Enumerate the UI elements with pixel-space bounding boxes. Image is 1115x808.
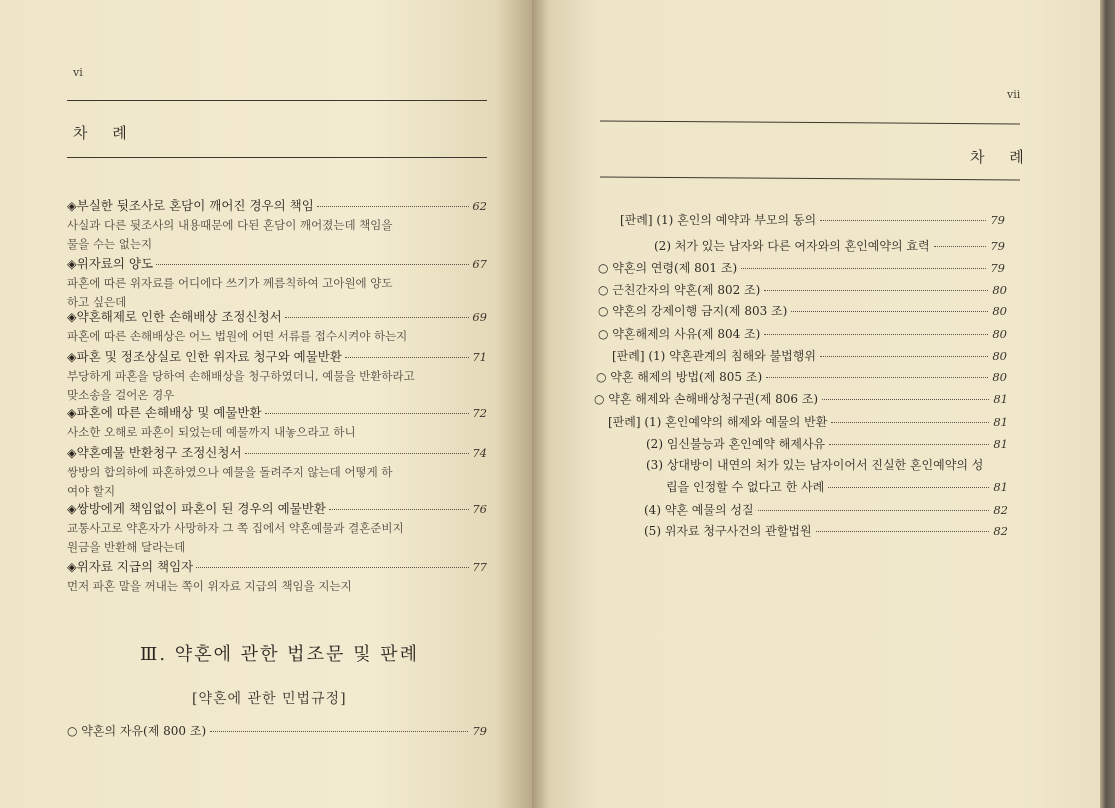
toc-line[interactable] [598, 325, 1007, 342]
page-number: 82 [993, 503, 1008, 517]
toc-line[interactable] [644, 522, 1008, 539]
leader-dots [741, 268, 986, 269]
leader-dots [816, 531, 990, 532]
leader-dots [156, 264, 469, 265]
toc-line[interactable] [644, 501, 1008, 518]
leader-dots [196, 567, 469, 568]
leader-dots [265, 413, 470, 414]
entry-description: 부당하게 파혼을 당하여 손해배상을 청구하였더니, 예물을 반환하라고 맞소송을 걸어온 경우 [67, 369, 415, 402]
line-label: (5) 위자료 청구사건의 관할법원 [644, 524, 812, 538]
leader-dots [791, 311, 988, 312]
toc-heading: 차 례 [970, 148, 1034, 166]
entry-title: ◈쌍방에게 책임없이 파혼이 된 경우의 예물반환 [67, 501, 326, 516]
entry-description: 파혼에 따른 손해배상은 어느 법원에 어떤 서류를 접수시켜야 하는지 [67, 329, 408, 343]
leader-dots [758, 510, 990, 511]
toc-line[interactable] [612, 347, 1007, 364]
entry-title: ◈위자료 지급의 책임자 [67, 559, 194, 574]
toc-entry[interactable] [67, 499, 487, 557]
entry-description: 파혼에 따른 위자료를 어디에다 쓰기가 께름칙하여 고아원에 양도 하고 싶은데 [67, 276, 393, 309]
toc-line[interactable] [620, 211, 1005, 228]
entry-title: ◈파혼 및 정조상실로 인한 위자료 청구와 예물반환 [67, 349, 342, 364]
leader-dots [934, 246, 987, 247]
entry-title: ◈위자료의 양도 [67, 256, 154, 271]
leader-dots [329, 509, 469, 510]
entry-description: 교통사고로 약혼자가 사망하자 그 쪽 집에서 약혼예물과 결혼준비지 원금을 반환해 달라는데 [67, 521, 404, 554]
toc-line[interactable] [646, 435, 1008, 452]
line-label: (2) 처가 있는 남자와 다른 여자와의 혼인예약의 효력 [654, 239, 930, 253]
toc-entry[interactable] [67, 443, 487, 501]
leader-dots [820, 356, 988, 357]
line-label: [판례] (1) 혼인의 예약과 부모의 동의 [620, 213, 817, 227]
toc-line[interactable] [594, 390, 1008, 407]
leader-dots [820, 220, 986, 221]
toc-entry[interactable] [67, 347, 487, 405]
page-number-left: vi [73, 66, 83, 79]
page-number: 69 [472, 310, 487, 324]
leader-dots [210, 731, 468, 732]
toc-line[interactable] [598, 259, 1005, 276]
leader-dots [285, 317, 470, 318]
toc-heading: 차 례 [73, 124, 137, 142]
line-label: (2) 임신불능과 혼인예약 해제사유 [646, 437, 826, 451]
toc-entry[interactable] [67, 307, 487, 346]
toc-line[interactable] [598, 302, 1007, 319]
leader-dots [764, 334, 988, 335]
entry-title: ◈파혼에 따른 손해배상 및 예물반환 [67, 405, 262, 420]
page-number: 80 [992, 304, 1007, 318]
toc-line[interactable] [596, 368, 1007, 385]
entry-title: ◈부실한 뒷조사로 혼담이 깨어진 경우의 책임 [67, 198, 314, 213]
page-number: 62 [472, 199, 487, 213]
page-number: 72 [472, 406, 487, 420]
toc-entry[interactable] [67, 557, 487, 596]
toc-line[interactable] [608, 413, 1008, 430]
page-number: 79 [990, 239, 1005, 253]
entry-description: 먼저 파혼 말을 꺼내는 쪽이 위자료 지급의 책임을 지는지 [67, 579, 352, 593]
leader-dots [822, 399, 989, 400]
entry-title: ◈약혼예물 반환청구 조정신청서 [67, 445, 242, 460]
leader-dots [829, 444, 989, 445]
page-number: 81 [993, 415, 1008, 429]
leader-dots [831, 422, 989, 423]
line-label: [판례] (1) 혼인예약의 해제와 예물의 반환 [608, 415, 828, 429]
page-number: 67 [472, 257, 487, 271]
leader-dots [828, 487, 989, 488]
line-label: ○ 약혼 해제의 방법(제 805 조) [596, 370, 763, 384]
top-rule [67, 100, 487, 101]
line-label: ○ 약혼해제의 사유(제 804 조) [598, 327, 761, 341]
subsection-title: [약혼에 관한 민법규정] [192, 691, 347, 707]
page-number: 79 [990, 261, 1005, 275]
leader-dots [245, 453, 470, 454]
page-number: 81 [993, 480, 1008, 494]
left-page [0, 0, 532, 808]
toc-line[interactable] [646, 456, 1008, 473]
line-label: 립을 인정할 수 없다고 한 사례 [666, 480, 825, 494]
page-number: 71 [472, 350, 487, 364]
page-number-right: vii [1007, 88, 1021, 101]
line-label: (4) 약혼 예물의 성질 [644, 503, 754, 517]
page-number: 80 [992, 370, 1007, 384]
toc-line[interactable] [67, 722, 487, 739]
line-label: (3) 상대방이 내연의 처가 있는 남자이어서 진실한 혼인예약의 성 [646, 458, 984, 472]
line-label: ○ 근친간자의 약혼(제 802 조) [598, 283, 761, 297]
page-number: 80 [992, 283, 1007, 297]
leader-dots [764, 290, 988, 291]
book-edge [1100, 0, 1115, 808]
entry-title: ◈약혼해제로 인한 손해배상 조정신청서 [67, 309, 282, 324]
entry-description: 사소한 오해로 파혼이 되었는데 예물까지 내놓으라고 하니 [67, 425, 356, 439]
toc-line[interactable] [654, 237, 1005, 254]
page-number: 79 [990, 213, 1005, 227]
toc-entry[interactable] [67, 403, 487, 442]
page-number: 81 [993, 437, 1008, 451]
line-label: ○ 약혼 해제와 손해배상청구권(제 806 조) [594, 392, 819, 406]
page-number: 82 [993, 524, 1008, 538]
section-title: Ⅲ. 약혼에 관한 법조문 및 판례 [140, 644, 419, 665]
heading-rule [600, 177, 1020, 181]
toc-entry[interactable] [67, 196, 487, 254]
toc-line[interactable] [598, 281, 1007, 298]
toc-entry[interactable] [67, 254, 487, 312]
right-page [532, 0, 1107, 808]
top-rule [600, 121, 1020, 125]
page-number: 76 [472, 502, 487, 516]
page-number: 81 [993, 392, 1008, 406]
leader-dots [317, 206, 470, 207]
page-number: 79 [472, 724, 487, 738]
line-label: ○ 약혼의 자유(제 800 조) [67, 724, 207, 738]
line-label: ○ 약혼의 연령(제 801 조) [598, 261, 738, 275]
page-number: 80 [992, 349, 1007, 363]
page-number: 77 [472, 560, 487, 574]
heading-rule [67, 157, 487, 158]
toc-line[interactable] [666, 478, 1008, 495]
leader-dots [345, 357, 469, 358]
line-label: ○ 약혼의 강제이행 금지(제 803 조) [598, 304, 788, 318]
entry-description: 사실과 다른 뒷조사의 내용때문에 다된 혼담이 깨어졌는데 책임을 물을 수는 없는지 [67, 218, 393, 251]
line-label: [판례] (1) 약혼관계의 침해와 불법행위 [612, 349, 816, 363]
page-number: 74 [472, 446, 487, 460]
page-number: 80 [992, 327, 1007, 341]
leader-dots [766, 377, 988, 378]
entry-description: 쌍방의 합의하에 파혼하였으나 예물을 돌려주지 않는데 어떻게 하 여야 할지 [67, 465, 393, 498]
